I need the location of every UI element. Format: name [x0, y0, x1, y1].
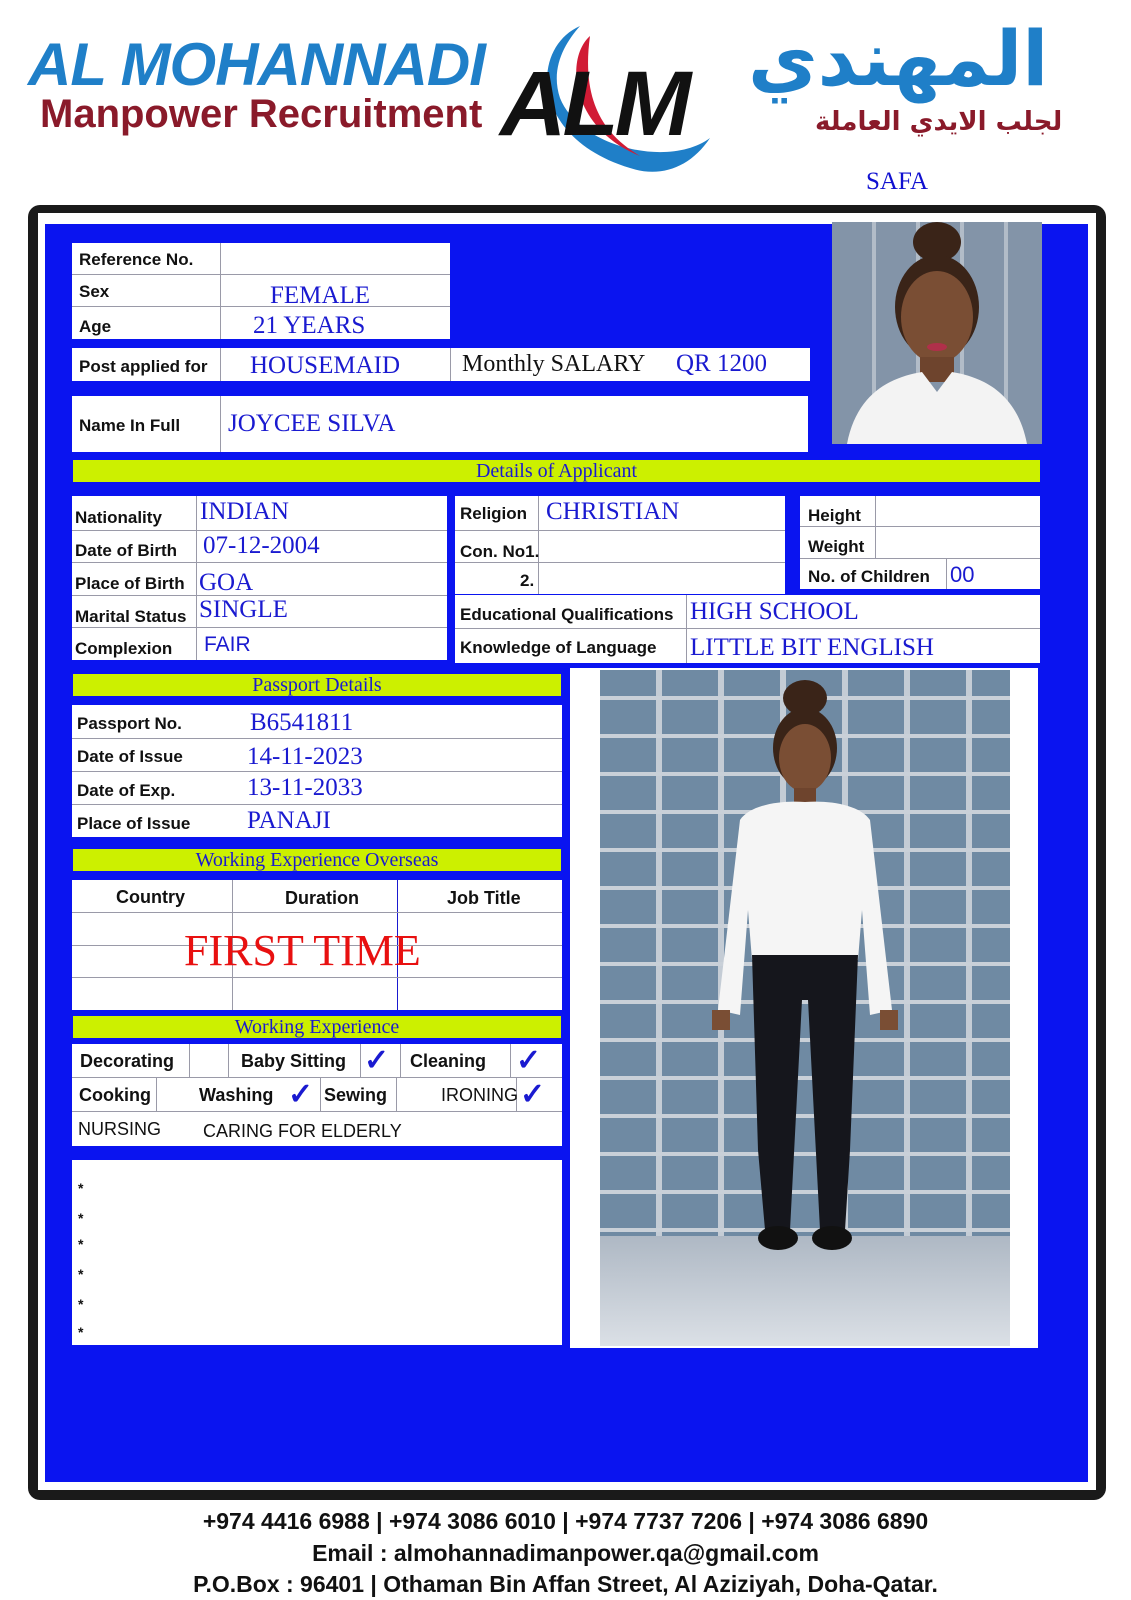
height-label: Height: [808, 506, 861, 525]
pob-label: Place of Birth: [75, 574, 185, 593]
marital-label: Marital Status: [75, 607, 187, 626]
logo-mark: ALM: [500, 53, 688, 155]
job-title-header: Job Title: [447, 888, 521, 908]
note-bullet: *: [78, 1324, 84, 1340]
duration-header: Duration: [285, 888, 359, 908]
brand-arabic-sub: لجلب الايدي العاملة: [815, 107, 1063, 137]
passport-number-value: B6541811: [250, 709, 354, 736]
religion-label: Religion: [460, 504, 528, 523]
footer-phones: +974 4416 6988 | +974 3086 6010 | +974 7737 7206 | +974 3086 6890: [202, 1508, 929, 1534]
nursing-label: NURSING: [78, 1119, 162, 1139]
place-of-issue-value: PANAJI: [247, 807, 331, 834]
caring-label: CARING FOR ELDERLY: [203, 1121, 402, 1141]
language-label: Knowledge of Language: [460, 638, 657, 657]
ironing-label: IRONING: [441, 1085, 519, 1105]
nationality-value: INDIAN: [200, 498, 289, 525]
note-bullet: *: [78, 1236, 84, 1252]
decorating-label: Decorating: [80, 1051, 175, 1071]
weight-label: Weight: [808, 537, 865, 556]
salary-value: QR 1200: [676, 350, 767, 377]
cleaning-check-icon: ✓: [516, 1044, 542, 1077]
washing-label: Washing: [199, 1085, 274, 1105]
dob-label: Date of Birth: [75, 541, 177, 560]
age-value: 21 YEARS: [253, 312, 366, 339]
passport-number-label: Passport No.: [77, 714, 182, 733]
name-value: JOYCEE SILVA: [228, 410, 396, 437]
expiry-date-value: 13-11-2033: [247, 774, 363, 801]
note-bullet: *: [78, 1180, 84, 1196]
pob-value: GOA: [199, 569, 254, 596]
agent-name: SAFA: [866, 168, 929, 195]
overseas-heading: Working Experience Overseas: [73, 849, 561, 871]
post-label: Post applied for: [79, 357, 208, 376]
note-bullet: *: [78, 1266, 84, 1282]
first-time-note: FIRST TIME: [184, 926, 421, 975]
note-bullet: *: [78, 1210, 84, 1226]
brand-name: AL MOHANNADI: [28, 31, 485, 98]
footer-email: Email : almohannadimanpower.qa@gmail.com: [312, 1540, 819, 1566]
dob-value: 07-12-2004: [203, 532, 320, 559]
post-value: HOUSEMAID: [250, 352, 400, 379]
place-of-issue-label: Place of Issue: [77, 814, 191, 833]
passport-heading: Passport Details: [73, 674, 561, 696]
complexion-label: Complexion: [75, 639, 173, 658]
note-bullet: *: [78, 1296, 84, 1312]
name-box: [72, 396, 808, 452]
footer-address: P.O.Box : 96401 | Othaman Bin Affan Street, Al Aziziyah, Doha-Qatar.: [193, 1571, 938, 1597]
details-heading: Details of Applicant: [73, 460, 1040, 482]
issue-date-value: 14-11-2023: [247, 743, 363, 770]
expiry-date-label: Date of Exp.: [77, 781, 176, 800]
notes-box: [72, 1160, 562, 1345]
issue-date-label: Date of Issue: [77, 747, 183, 766]
contact2-label: 2.: [520, 571, 535, 590]
education-label: Educational Qualifications: [460, 605, 674, 624]
education-value: HIGH SCHOOL: [690, 598, 859, 625]
applicant-photo-portrait: [832, 222, 1042, 444]
baby-sitting-check-icon: ✓: [364, 1044, 390, 1077]
ironing-check-icon: ✓: [520, 1078, 546, 1111]
contact1-label: Con. No1.: [460, 542, 540, 561]
brand-tagline: Manpower Recruitment: [40, 92, 483, 136]
sex-value: FEMALE: [270, 282, 370, 309]
applicant-photo-full: [570, 668, 1038, 1348]
baby-sitting-label: Baby Sitting: [241, 1051, 347, 1071]
name-label: Name In Full: [79, 416, 181, 435]
complexion-value: FAIR: [204, 633, 251, 656]
religion-value: CHRISTIAN: [546, 498, 680, 525]
experience-heading: Working Experience: [73, 1016, 561, 1038]
language-value: LITTLE BIT ENGLISH: [690, 634, 934, 661]
marital-value: SINGLE: [199, 596, 288, 623]
salary-label: Monthly SALARY: [462, 351, 646, 377]
nationality-label: Nationality: [75, 508, 162, 527]
cooking-label: Cooking: [79, 1085, 151, 1105]
sex-label: Sex: [79, 282, 110, 301]
age-label: Age: [79, 317, 112, 336]
brand-arabic: المهندي: [748, 14, 1049, 103]
cleaning-label: Cleaning: [410, 1051, 487, 1071]
country-header: Country: [116, 887, 185, 907]
children-value: 00: [950, 562, 975, 587]
sewing-label: Sewing: [324, 1085, 388, 1105]
washing-check-icon: ✓: [288, 1078, 314, 1111]
children-label: No. of Children: [808, 567, 930, 586]
reference-label: Reference No.: [79, 250, 194, 269]
